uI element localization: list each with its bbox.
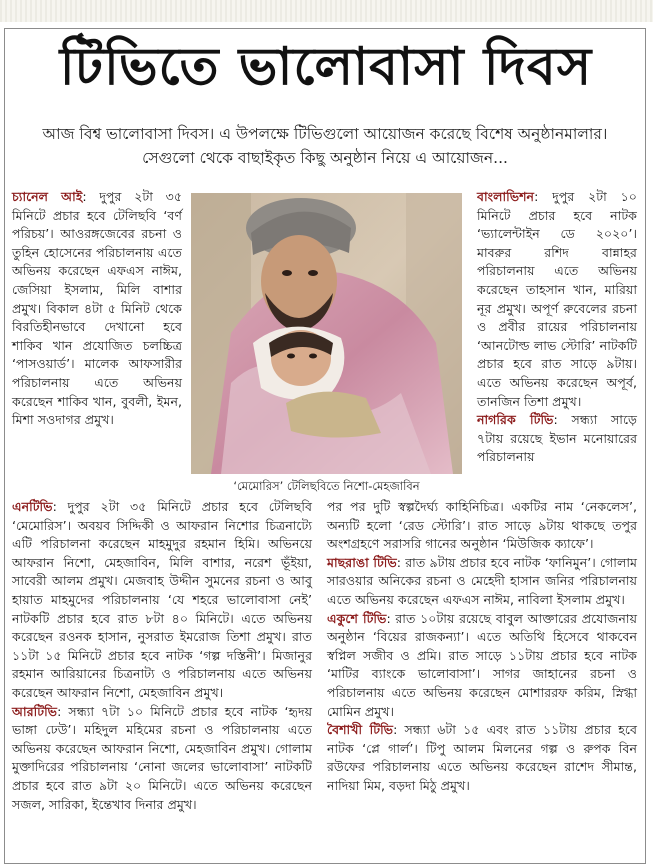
channel-name: আরটিভি — [12, 703, 58, 719]
section-maasranga — [327, 554, 637, 610]
section-text: পর পর দুটি স্বল্পদৈর্ঘ্য কাহিনিচিত্র। একটির নাম ‘নেকলেস’, অন্যটি হলো ‘রেড স্টোরি’। রাত সাড়ে ৯টায় থাকছে তপুর অংশগ্রহণে সরাসরি গানের অনুষ্ঠান ‘মিউজিক ক্যাফে’। — [327, 499, 637, 552]
intro-text: আজ বিশ্ব ভালোবাসা দিবস। এ উপলক্ষে টিভিগুলো আয়োজন করেছে বিশেষ অনুষ্ঠানমালার। সেগুলো থেকে বাছাইকৃত কিছু অনুষ্ঠান নিয়ে এ আয়োজন... — [42, 125, 608, 167]
section-text: : সন্ধ্যা ৬টা ১৫ এবং রাত ১১টায় প্রচার হবে নাটক ‘প্লে গার্ল’। টিপু আলম মিলনের গল্প ও রুপক বিন রউফের পরিচালনায় এতে অভিনয় করেছেন রাশেদ সীমান্ত, নাদিয়া মিম, বড়দা মিঠু প্রমুখ। — [327, 722, 637, 793]
section-channel-i — [12, 188, 182, 430]
section-text: : রাত ৯টায় প্রচার হবে নাটক ‘ফানিমুন’। গোলাম সারওয়ার অনিকের রচনা ও মেহেদী হাসান জনির পরিচালনায় এতে অভিনয় করেছেন এফএস নাঈম, নাবিলা ইসলাম প্রমুখ। — [327, 554, 637, 607]
column-bottom-left — [12, 498, 312, 814]
section-banglavision — [477, 188, 637, 411]
channel-name: মাছরাঙা টিভি — [327, 554, 397, 570]
section-text: : দুপুর ২টা ১০ মিনিটে প্রচার হবে নাটক ‘ভ্যালেন্টাইন ডে ২০২০’। মাবরুর রশিদ বান্নাহর পরিচালনায় এতে অভিনয় করেছেন তাহসান খান, মারিয়া নূর প্রমুখ। অপূর্ণ রুবেলের রচনা ও প্রবীর রায়ের পরিচালনায় ‘আনটোল্ড লাভ স্টোরি’ নাটকটি প্রচার হবে রাত সাড়ে ৯টায়। এতে অভিনয় করেছেন অপূর্ব, তানজিন তিশা প্রমুখ। — [477, 189, 637, 409]
section-nagorik — [477, 411, 637, 467]
section-text: : সন্ধ্যা ৭টা ১০ মিনিটে প্রচার হবে নাটক ‘হৃদয় ভাঙ্গা ঢেউ’। মহিদুল মহিমের রচনা ও পরিচালনায় এতে অভিনয় করেছেন আফরান নিশো, মেহজাবিন প্রমুখ। গোলাম মুক্তাদিরের পরিচালনায় ‘নোনা জলের ভালোবাসা’ নাটকটি প্রচার হবে রাত ৯টা ২০ মিনিটে। এতে অভিনয় করেছেন সজল, সারিকা, ইন্তেখাব দিনার প্রমুখ। — [12, 703, 312, 812]
channel-name: নাগরিক টিভি — [477, 412, 554, 428]
section-ekushey — [327, 610, 637, 722]
section-boishakhi — [327, 721, 637, 795]
section-text: : সন্ধ্যা সাড়ে ৭টায় রয়েছে ইভান মনোয়ারের পরিচালনায় — [477, 412, 637, 465]
channel-name: একুশে টিভি — [327, 610, 387, 626]
section-text: : দুপুর ২টা ৩৫ মিনিটে প্রচার হবে টেলিছবি ‘মেমোরিস’। অবয়ব সিদ্দিকী ও আফরান নিশোর চিত্রনাট্যে এটি পরিচালনা করেছেন মাহমুদুর রহমান হিমি। অভিনয়ে আফরান নিশো, মেহজাবিন, মিলি বাশার, নরেশ ভূঁইয়া, সাবেরী আলম প্রমুখ। মেজবাহ উদ্দীন সুমনের রচনা ও আবু হায়াত মাহমুদের পরিচালনায় ‘যে শহরে ভালোবাসা নেই’ নাটকটি প্রচার হবে রাত ৮টা ৪০ মিনিটে। এতে অভিনয় করেছেন রওনক হাসান, নুসরাত ইমরোজ তিশা প্রমুখ। রাত ১১টা ১৫ মিনিটে প্রচার হবে নাটক ‘গল্প দস্তিনী’। মিজানুর রহমান আরিয়ানের চিত্রনাট্য ও পরিচালনায় এতে অভিনয় করেছেন আফরান নিশো, মেহজাবিন প্রমুখ। — [12, 499, 312, 700]
section-text: : রাত ১০টায় রয়েছে বাবুল আক্তারের প্রযোজনায় অনুষ্ঠান ‘বিয়ের রাজকন্যা’। এতে অতিথি হিসেবে থাকবেন স্বপ্নিল সজীব ও প্রমি। রাত সাড়ে ১১টায় প্রচার হবে নাটক ‘মাটির ব্যাংকে ভালোবাসা’। সাগর জাহানের রচনা ও পরিচালনায় এতে অভিনয় করেছেন মোশাররফ করিম, স্নিগ্ধা মোমিন প্রমুখ। — [327, 610, 637, 719]
page-top-band — [0, 0, 653, 22]
photo-caption: ‘মেমোরিস’ টেলিছবিতে নিশো-মেহজাবিন — [233, 479, 420, 493]
channel-name: বাংলাভিশন — [477, 189, 535, 204]
column-bottom-right — [327, 498, 637, 796]
column-right — [477, 188, 637, 467]
couple-photo-image — [191, 193, 462, 474]
channel-name: এনটিভি — [12, 499, 53, 514]
column-left — [12, 188, 182, 430]
section-text: : দুপুর ২টা ৩৫ মিনিটে প্রচার হবে টেলিছবি ‘বর্ণ পরিচয়’। আওরঙ্গজেবের রচনা ও তুহিন হোসেনের পরিচালনায় এতে অভিনয় করেছেন এফএস নাঈম, জেসিয়া ইসলাম, মিলি বাশার প্রমুখ। বিকাল ৪টা ৫ মিনিট থেকে বিরতিহীনভাবে দেখানো হবে শাকিব খান প্রযোজিত চলচ্চিত্র ‘পাসওয়ার্ড’। মালেক আফসারীর পরিচালনায় এতে অভিনয় করেছেন শাকিব খান, বুবলী, ইমন, মিশা সওদাগর প্রমুখ। — [12, 189, 182, 428]
channel-name: বৈশাখী টিভি — [327, 722, 394, 738]
article-photo — [191, 193, 462, 474]
section-ntv — [12, 498, 312, 703]
section-rtv — [12, 703, 312, 815]
headline: টিভিতে ভালোবাসা দিবস — [59, 37, 593, 97]
section-nagorik-continued — [327, 498, 637, 554]
channel-name: চ্যানেল আই — [12, 189, 83, 204]
